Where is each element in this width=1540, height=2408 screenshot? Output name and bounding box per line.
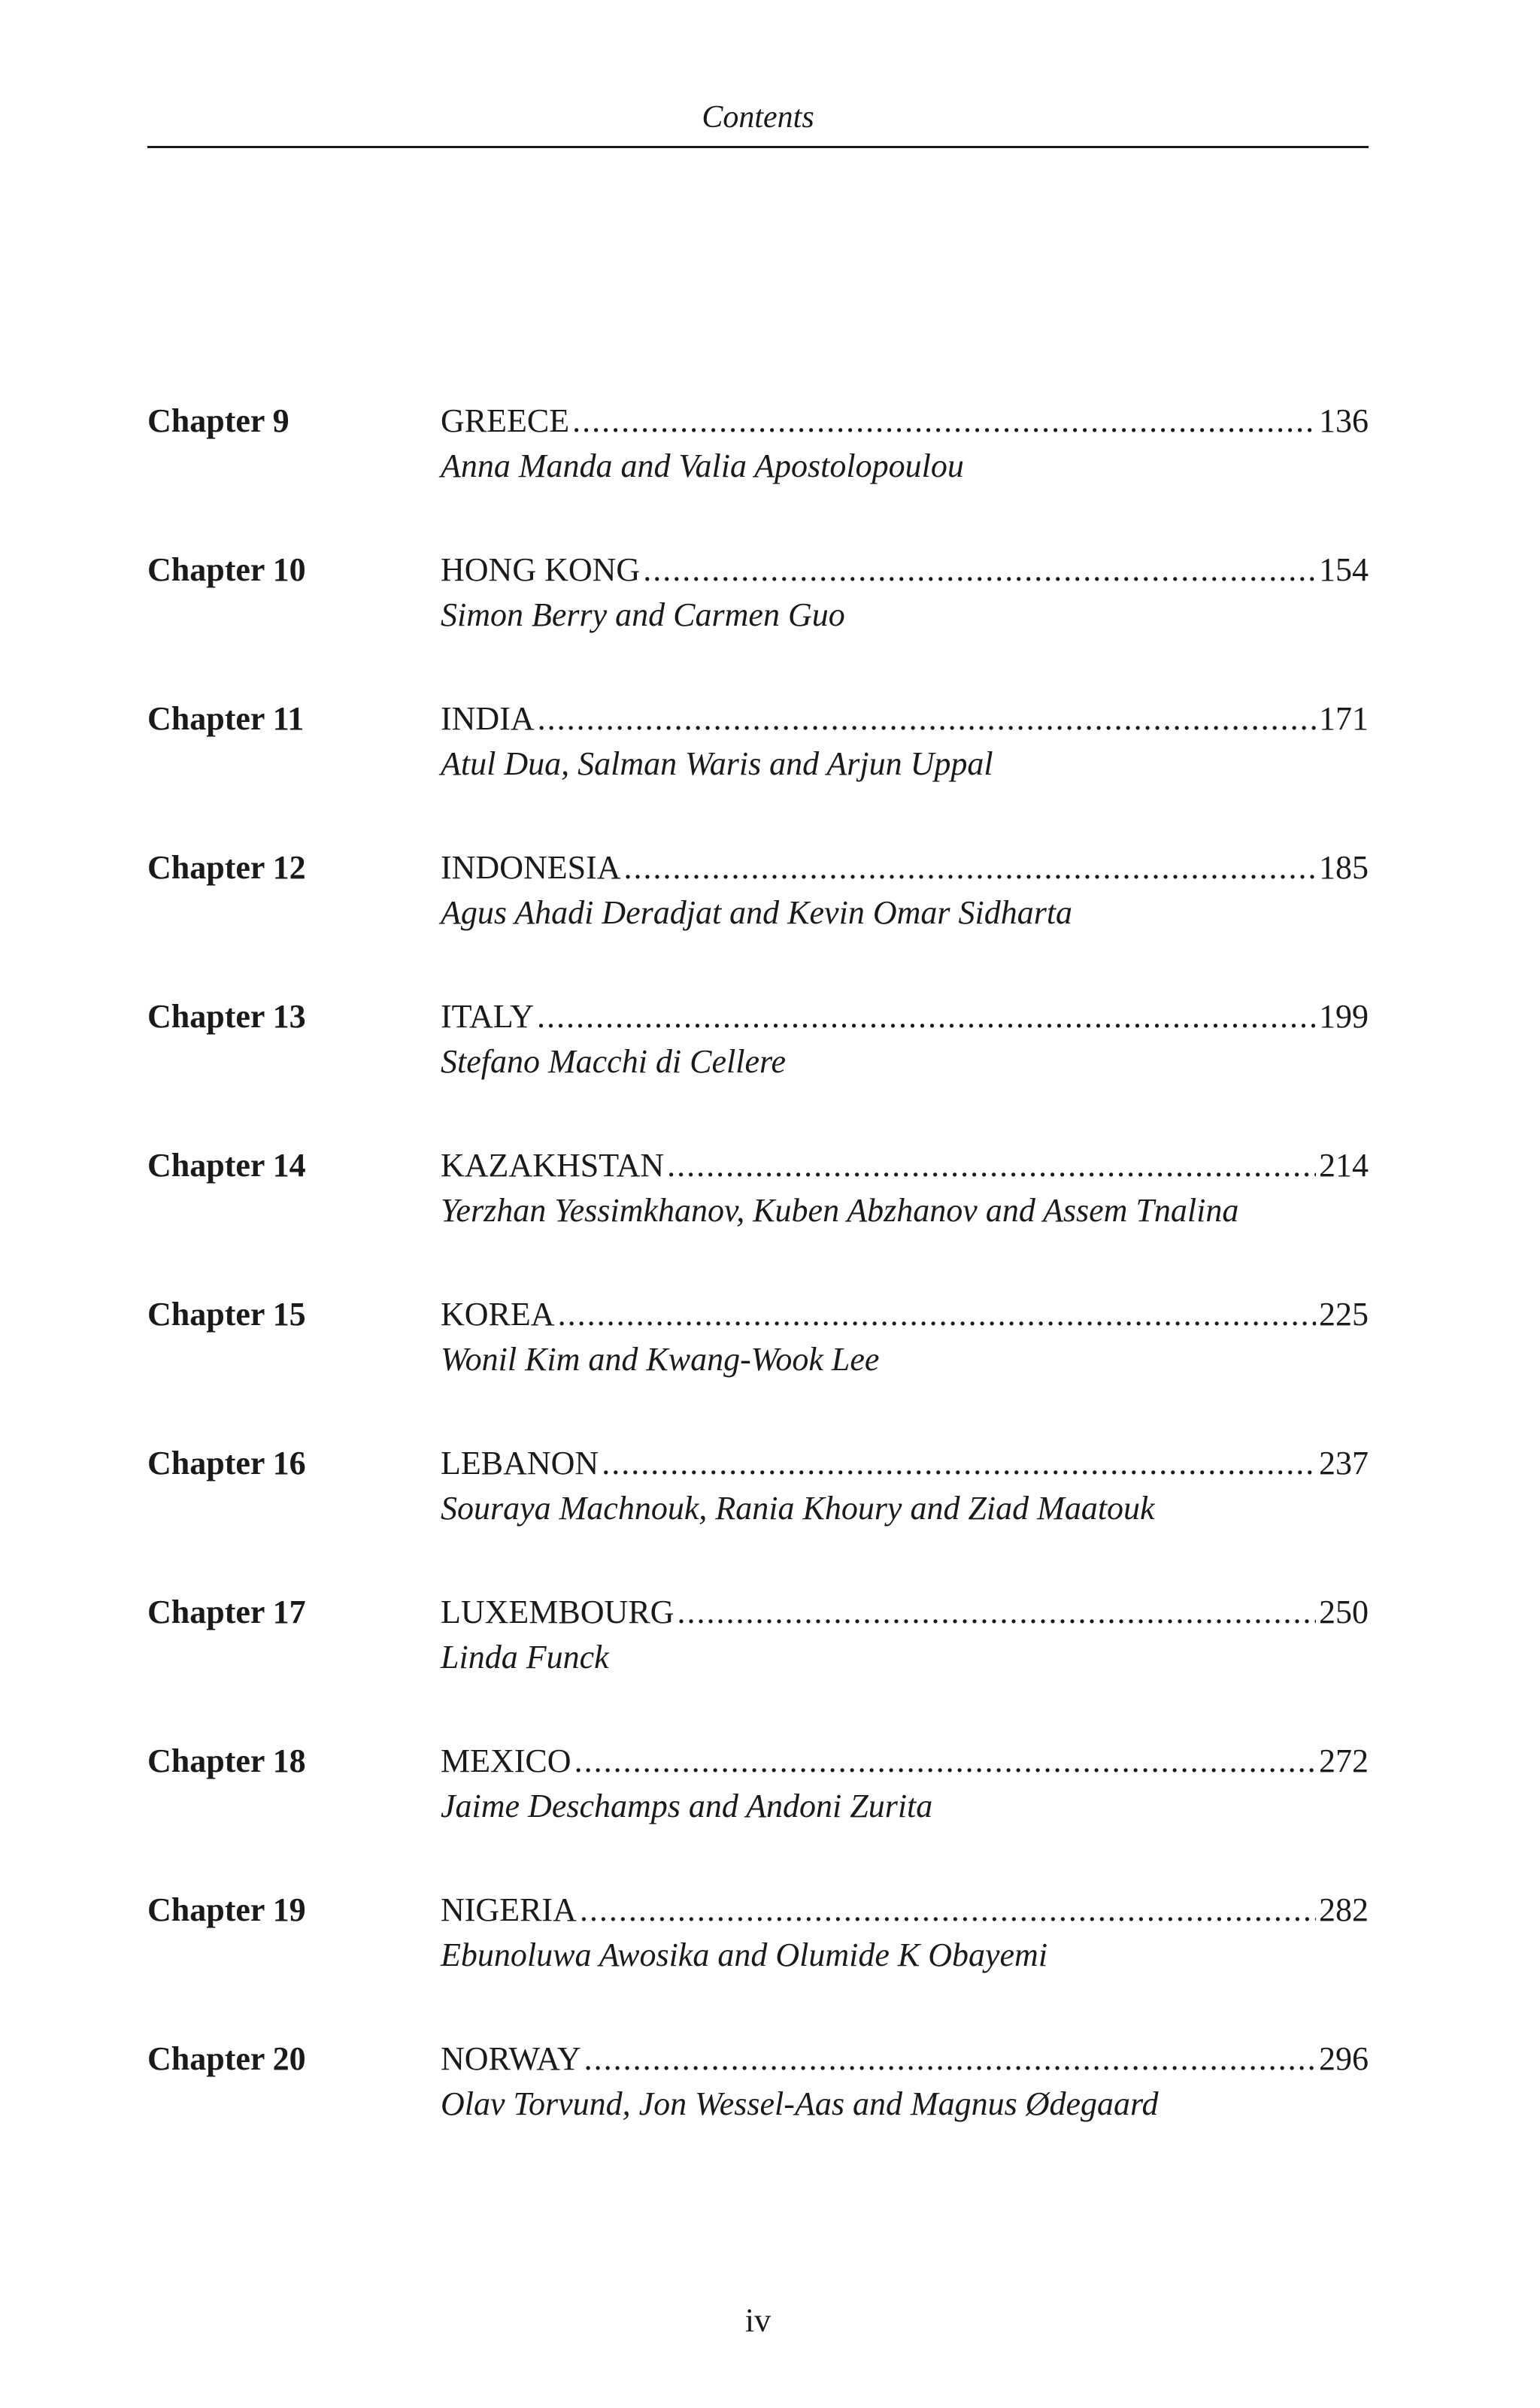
chapter-label: Chapter 12 [147, 849, 306, 886]
chapter-authors: Olav Torvund, Jon Wessel-Aas and Magnus Ødegaard [441, 2085, 1159, 2122]
chapter-authors: Ebunoluwa Awosika and Olumide K Obayemi [441, 1936, 1048, 1973]
toc-link[interactable] [441, 1888, 1369, 1933]
dot-leader [537, 994, 1316, 1039]
page-folio: iv [744, 2302, 772, 2339]
page-number: 282 [1319, 1891, 1369, 1928]
toc-entry [147, 399, 1369, 547]
dot-leader [602, 1441, 1316, 1486]
entry-body [441, 547, 1369, 638]
entry-body [441, 399, 1369, 489]
page-number: 296 [1319, 2040, 1369, 2077]
toc-entry [147, 845, 1369, 994]
toc-link[interactable] [441, 547, 1369, 593]
chapter-authors: Linda Funck [441, 1639, 609, 1676]
entry-body [441, 1590, 1369, 1680]
chapter-label: Chapter 9 [147, 402, 290, 439]
chapter-label: Chapter 13 [147, 998, 306, 1035]
chapter-authors: Jaime Deschamps and Andoni Zurita [441, 1788, 933, 1824]
toc-link[interactable] [441, 1590, 1369, 1635]
page-number: 225 [1319, 1296, 1369, 1333]
entry-body [441, 1888, 1369, 1978]
page-number: 185 [1319, 849, 1369, 886]
chapter-label: Chapter 15 [147, 1296, 306, 1333]
toc-link[interactable] [441, 845, 1369, 890]
entry-body [441, 1739, 1369, 1829]
dot-leader [643, 547, 1316, 593]
chapter-title: NIGERIA [441, 1891, 577, 1928]
entry-body [441, 994, 1369, 1084]
table-of-contents [147, 399, 1369, 2185]
dot-leader [624, 845, 1316, 890]
chapter-title: INDONESIA [441, 849, 621, 886]
toc-entry [147, 1590, 1369, 1739]
chapter-label: Chapter 18 [147, 1742, 306, 1779]
chapter-title: GREECE [441, 402, 570, 439]
toc-entry [147, 1888, 1369, 2036]
page-number: 171 [1319, 700, 1369, 737]
toc-link[interactable] [441, 994, 1369, 1039]
dot-leader [584, 2036, 1316, 2082]
chapter-label: Chapter 19 [147, 1891, 306, 1928]
entry-body [441, 1292, 1369, 1382]
chapter-label: Chapter 17 [147, 1594, 306, 1630]
chapter-title: NORWAY [441, 2040, 581, 2077]
toc-link[interactable] [441, 1292, 1369, 1337]
entry-body [441, 696, 1369, 787]
toc-link[interactable] [441, 1441, 1369, 1486]
toc-entry [147, 1143, 1369, 1292]
chapter-title: LEBANON [441, 1445, 599, 1481]
page-number: 272 [1319, 1742, 1369, 1779]
toc-entry [147, 696, 1369, 845]
page-number: 214 [1319, 1147, 1369, 1184]
toc-link[interactable] [441, 399, 1369, 444]
entry-body [441, 1143, 1369, 1233]
dot-leader [558, 1292, 1316, 1337]
chapter-authors: Agus Ahadi Deradjat and Kevin Omar Sidharta [441, 894, 1073, 931]
chapter-label: Chapter 20 [147, 2040, 306, 2077]
chapter-label: Chapter 14 [147, 1147, 306, 1184]
toc-link[interactable] [441, 1143, 1369, 1188]
entry-body [441, 1441, 1369, 1531]
dot-leader [574, 1739, 1316, 1784]
chapter-title: LUXEMBOURG [441, 1594, 675, 1630]
toc-link[interactable] [441, 2036, 1369, 2082]
chapter-authors: Souraya Machnouk, Rania Khoury and Ziad Maatouk [441, 1490, 1155, 1527]
toc-link[interactable] [441, 696, 1369, 742]
chapter-authors: Simon Berry and Carmen Guo [441, 596, 845, 633]
dot-leader [538, 696, 1316, 742]
chapter-label: Chapter 11 [147, 700, 305, 737]
page-number: 136 [1319, 402, 1369, 439]
entry-body [441, 2036, 1369, 2127]
chapter-label: Chapter 10 [147, 551, 306, 588]
chapter-authors: Wonil Kim and Kwang-Wook Lee [441, 1341, 880, 1378]
toc-entry [147, 2036, 1369, 2185]
chapter-title: INDIA [441, 700, 535, 737]
chapter-title: KAZAKHSTAN [441, 1147, 665, 1184]
toc-entry [147, 1441, 1369, 1590]
chapter-authors: Stefano Macchi di Cellere [441, 1043, 787, 1080]
toc-entry [147, 547, 1369, 696]
chapter-authors: Atul Dua, Salman Waris and Arjun Uppal [441, 745, 993, 782]
dot-leader [667, 1143, 1316, 1188]
chapter-title: HONG KONG [441, 551, 641, 588]
page-number: 250 [1319, 1594, 1369, 1630]
dot-leader [580, 1888, 1316, 1933]
page-number: 154 [1319, 551, 1369, 588]
chapter-title: MEXICO [441, 1742, 571, 1779]
toc-entry [147, 994, 1369, 1143]
entry-body [441, 845, 1369, 936]
chapter-title: ITALY [441, 998, 535, 1035]
toc-entry [147, 1739, 1369, 1888]
chapter-authors: Anna Manda and Valia Apostolopoulou [441, 447, 964, 484]
dot-leader [677, 1590, 1316, 1635]
chapter-title: KOREA [441, 1296, 555, 1333]
page-number: 199 [1319, 998, 1369, 1035]
dot-leader [572, 399, 1316, 444]
chapter-authors: Yerzhan Yessimkhanov, Kuben Abzhanov and Assem Tnalina [441, 1192, 1239, 1229]
page-number: 237 [1319, 1445, 1369, 1481]
running-head-title: Contents [702, 100, 814, 135]
header-rule [147, 146, 1369, 148]
toc-entry [147, 1292, 1369, 1441]
toc-link[interactable] [441, 1739, 1369, 1784]
chapter-label: Chapter 16 [147, 1445, 306, 1481]
